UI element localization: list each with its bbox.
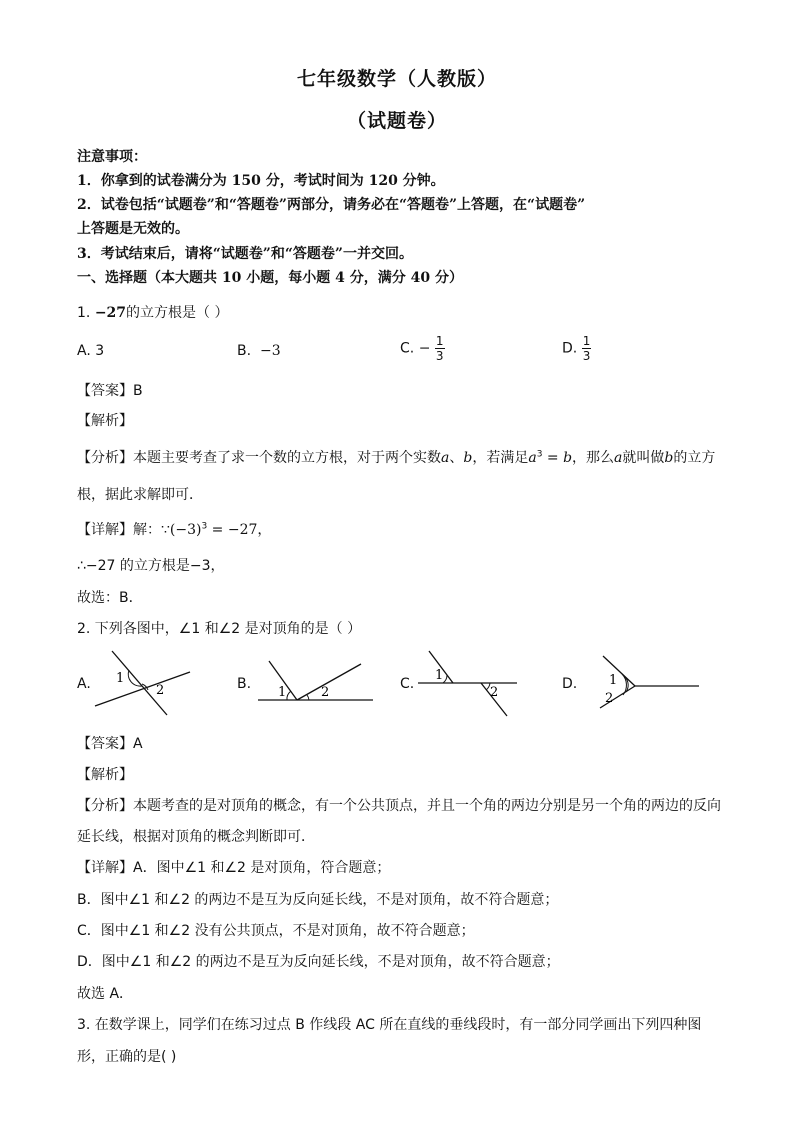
q2-c-angle-1: 1 xyxy=(435,668,444,683)
q1-answer: 【答案】B xyxy=(77,383,143,399)
notice-heading: 注意事项： xyxy=(77,149,147,165)
notice-item-2a: 2．试卷包括“试题卷”和“答题卷”两部分，请务必在“答题卷”上答题，在“试题卷” xyxy=(77,197,586,213)
q1-fenxi-line2: 根，据此求解即可． xyxy=(77,487,203,503)
page-title: 七年级数学（人教版） xyxy=(296,68,497,90)
q3-stem-line1: 3. 在数学课上，同学们在练习过点 B 作线段 AC 所在直线的垂线段时，有一部分同学画出下列四种图 xyxy=(77,1017,702,1033)
q1-number: 1. xyxy=(77,305,91,321)
q2-stem: 2. 下列各图中，∠1 和∠2 是对顶角的是（ ） xyxy=(77,621,362,637)
q1-expr: −27 xyxy=(94,305,127,321)
notice-item-3: 3．考试结束后，请将“试题卷”和“答题卷”一并交回。 xyxy=(77,246,413,262)
q2-analysis-label: 【解析】 xyxy=(77,767,133,783)
q2-a-angle-1: 1 xyxy=(116,671,125,686)
q2-figure-b xyxy=(255,658,380,708)
q2-option-c-label: C. xyxy=(400,676,415,692)
q2-detail-c: C．图中∠1 和∠2 没有公共顶点，不是对顶角，故不符合题意； xyxy=(77,923,475,939)
q2-answer: 【答案】A xyxy=(77,736,143,752)
q2-detail-a: 【详解】A．图中∠1 和∠2 是对顶角，符合题意； xyxy=(77,860,391,876)
q2-b-angle-1: 1 xyxy=(278,685,287,700)
q1-therefore: ∴−27 的立方根是−3， xyxy=(77,558,225,574)
q1-detail: 【详解】解：$\because(-3)^3 = -27$， xyxy=(77,521,272,538)
q1-analysis-label: 【解析】 xyxy=(77,413,133,429)
q2-figure-a xyxy=(92,648,202,718)
q2-choose: 故选 A． xyxy=(77,986,134,1002)
q1-option-c-fraction: $\frac{1}{3}$ xyxy=(435,334,444,363)
q3-stem-line2: 形，正确的是( ) xyxy=(77,1049,177,1065)
q2-option-d-label: D. xyxy=(562,676,578,692)
q1-option-c: C. − $\frac{1}{3}$ xyxy=(400,334,444,363)
q1-option-a: A. 3 xyxy=(77,343,105,359)
q2-option-a-label: A. xyxy=(77,676,91,692)
q1-fenxi-line1: 【分析】本题主要考查了求一个数的立方根，对于两个实数a、b，若满足$a^3 = b$，那么a就叫做b的立方 xyxy=(77,449,716,466)
q1-option-b: B. −3 xyxy=(237,343,281,359)
notice-item-2b: 上答题是无效的。 xyxy=(77,221,189,237)
q2-fenxi-line1: 【分析】本题考查的是对顶角的概念，有一个公共顶点，并且一个角的两边分别是另一个角的两边的反向 xyxy=(77,798,721,814)
q2-detail-d: D．图中∠1 和∠2 的两边不是互为反向延长线，不是对顶角，故不符合题意； xyxy=(77,954,560,970)
q2-option-b-label: B. xyxy=(237,676,252,692)
q1-choose: 故选：B． xyxy=(77,590,143,606)
q2-figure-d xyxy=(595,650,705,714)
section-heading: 一、选择题（本大题共 10 小题，每小题 4 分，满分 40 分） xyxy=(77,270,463,286)
q1-option-d: D. $\frac{1}{3}$ xyxy=(562,334,591,363)
q1-stem xyxy=(77,302,228,322)
q2-c-angle-2: 2 xyxy=(490,685,499,700)
q1-option-d-fraction: $\frac{1}{3}$ xyxy=(582,334,591,363)
q2-fenxi-line2: 延长线，根据对顶角的概念判断即可． xyxy=(77,829,315,845)
q1-stem-text: 的立方根是（ ） xyxy=(126,305,229,321)
q2-detail-b: B．图中∠1 和∠2 的两边不是互为反向延长线，不是对顶角，故不符合题意； xyxy=(77,892,559,908)
page-subtitle: （试题卷） xyxy=(346,110,447,132)
q2-d-angle-2: 2 xyxy=(605,691,614,706)
q2-d-angle-1: 1 xyxy=(609,673,618,688)
q2-a-angle-2: 2 xyxy=(156,683,165,698)
notice-item-1: 1．你拿到的试卷满分为 150 分，考试时间为 120 分钟。 xyxy=(77,173,445,189)
q2-figure-c xyxy=(415,648,525,720)
q2-b-angle-2: 2 xyxy=(321,685,330,700)
